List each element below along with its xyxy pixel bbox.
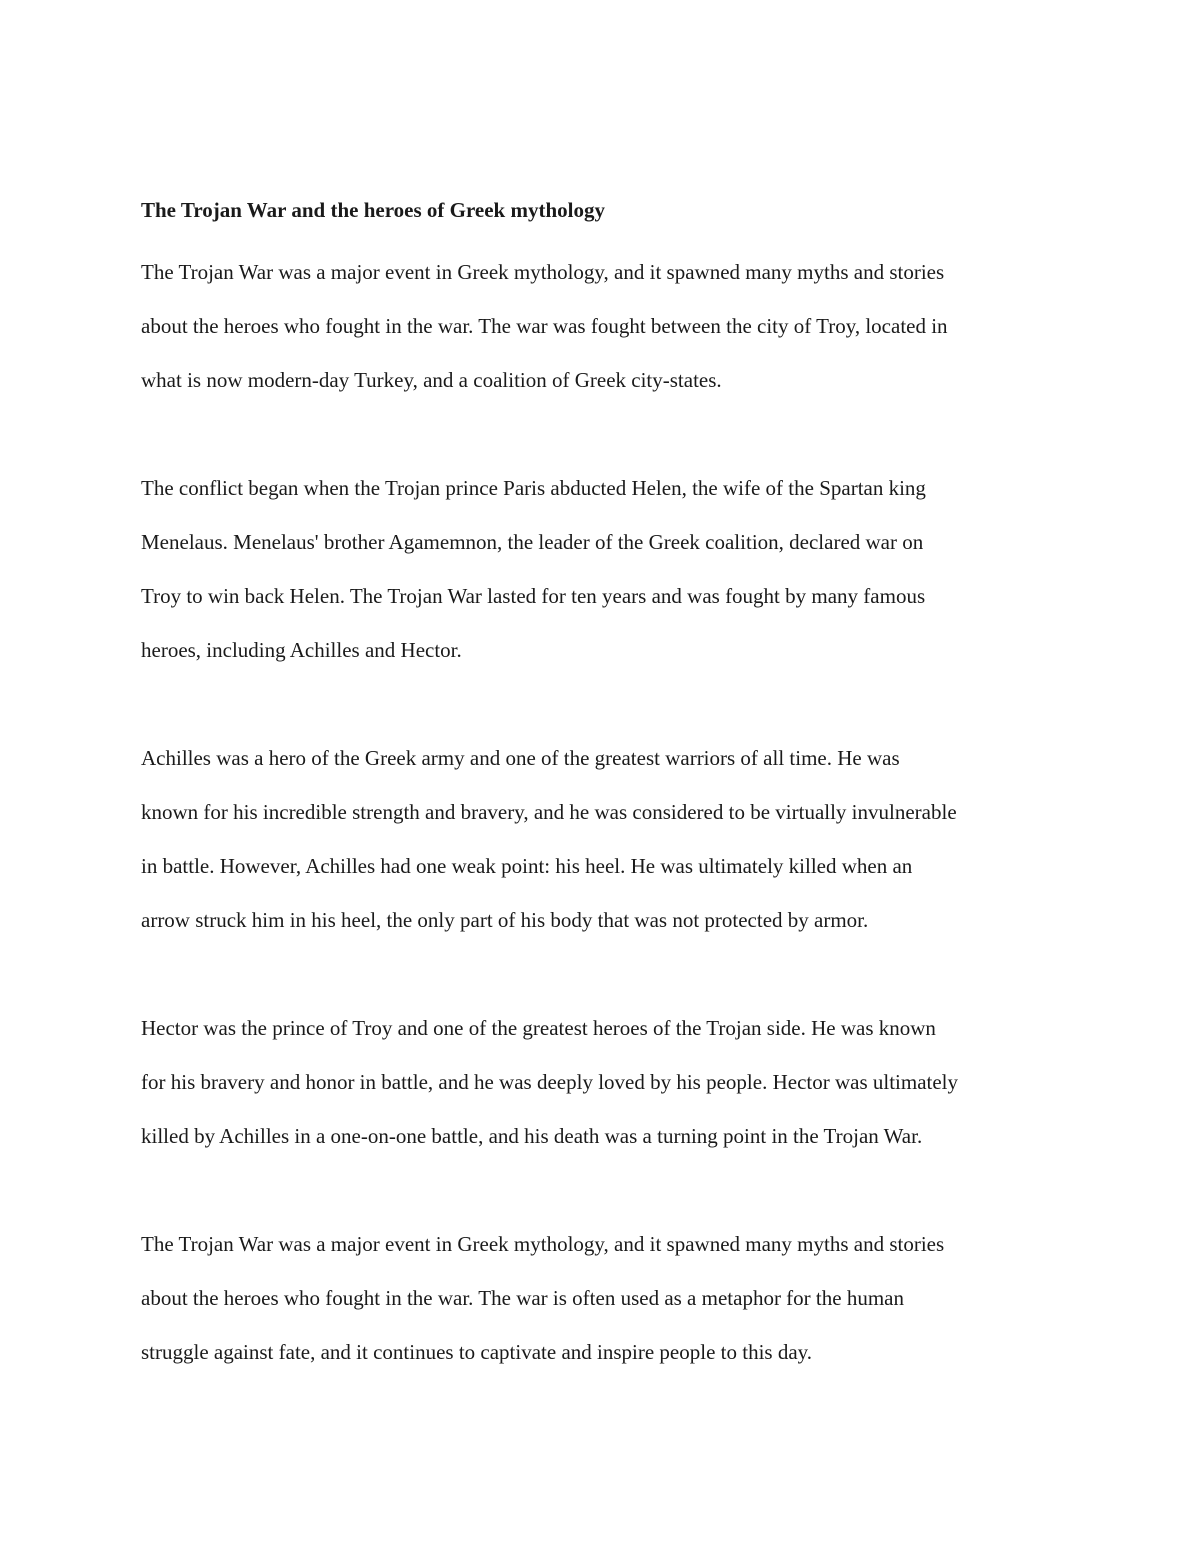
text-line: killed by Achilles in a one-on-one battle, and his death was a turning point in the Trojan War. [141,1124,923,1148]
text-line: for his bravery and honor in battle, and he was deeply loved by his people. Hector was ultimately [141,1070,959,1094]
paragraph-1 [141,245,1061,407]
text-line: in battle. However, Achilles had one weak point: his heel. He was ultimately killed when an [141,854,913,878]
text-line: Menelaus. Menelaus' brother Agamemnon, the leader of the Greek coalition, declared war on [141,530,924,554]
text-line: arrow struck him in his heel, the only part of his body that was not protected by armor. [141,908,869,932]
text-line: struggle against fate, and it continues to captivate and inspire people to this day. [141,1340,813,1364]
text-line: The Trojan War was a major event in Greek mythology, and it spawned many myths and stories [141,260,945,284]
text-line: heroes, including Achilles and Hector. [141,638,462,662]
text-line: Achilles was a hero of the Greek army and one of the greatest warriors of all time. He was [141,746,900,770]
document-title: The Trojan War and the heroes of Greek mythology [141,198,605,222]
paragraph-5 [141,1217,1061,1379]
text-line: about the heroes who fought in the war. The war was fought between the city of Troy, located in [141,314,948,338]
paragraph-3 [141,731,1061,947]
text-line: The conflict began when the Trojan prince Paris abducted Helen, the wife of the Spartan king [141,476,926,500]
text-line: The Trojan War was a major event in Greek mythology, and it spawned many myths and stories [141,1232,945,1256]
document-body [141,191,1061,1433]
text-line: Troy to win back Helen. The Trojan War lasted for ten years and was fought by many famous [141,584,926,608]
paragraph-2 [141,461,1061,677]
text-line: Hector was the prince of Troy and one of the greatest heroes of the Trojan side. He was known [141,1016,936,1040]
text-line: about the heroes who fought in the war. The war is often used as a metaphor for the human [141,1286,904,1310]
text-line: known for his incredible strength and bravery, and he was considered to be virtually invulnerable [141,800,957,824]
paragraph-4 [141,1001,1061,1163]
text-line: what is now modern-day Turkey, and a coalition of Greek city-states. [141,368,722,392]
